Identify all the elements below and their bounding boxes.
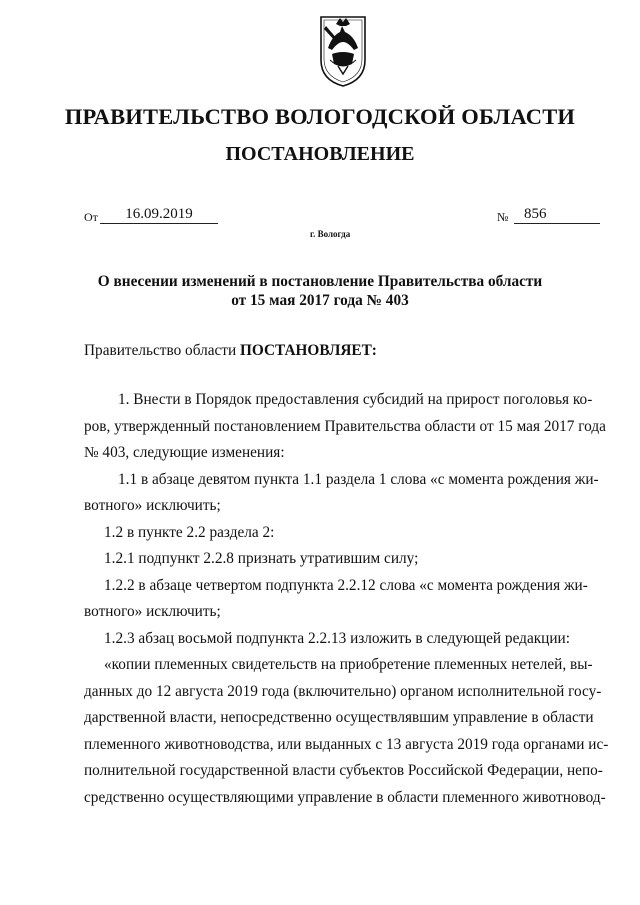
text-line: 1.2.3 абзац восьмой подпункта 2.2.13 изложить в следующей редакции:: [104, 629, 570, 647]
subject-line: О внесении изменений в постановление Правительства области: [97, 273, 543, 290]
text-line: 1.2 в пункте 2.2 раздела 2:: [104, 523, 275, 541]
text-line: данных до 12 августа 2019 года (включительно) органом исполнительной госу-: [84, 682, 602, 700]
subject-line: от 15 мая 2017 года № 403: [231, 292, 409, 309]
text-line: 1.2.2 в абзаце четвертом подпункта 2.2.12 слова «с момента рождения жи-: [104, 576, 588, 594]
paragraph: [84, 387, 604, 467]
paragraph: [84, 467, 604, 520]
text-line: ров, утвержденный постановлением Правительства области от 15 мая 2017 года: [84, 417, 606, 435]
government-title: ПРАВИТЕЛЬСТВО ВОЛОГОДСКОЙ ОБЛАСТИ: [64, 104, 576, 129]
document-body: [84, 387, 609, 811]
text-line: племенного животноводства, или выданных с 13 августа 2019 года органами ис-: [84, 735, 609, 753]
paragraph: [84, 520, 604, 547]
text-line: вотного» исключить;: [84, 497, 221, 514]
resolution-verb: ПОСТАНОВЛЯЕТ:: [240, 342, 377, 359]
paragraph: [84, 652, 609, 811]
number-label: №: [497, 210, 509, 224]
text-line: средственно осуществляющими управление в области племенного животновод-: [84, 788, 606, 806]
document-date: 16.09.2019: [100, 206, 218, 224]
document-subject: [0, 272, 640, 310]
resolution-statement: [84, 342, 377, 360]
coat-of-arms-icon: [318, 14, 368, 88]
text-line: вотного» исключить;: [84, 603, 221, 620]
text-line: полнительной государственной власти субъектов Российской Федерации, непо-: [84, 762, 603, 779]
text-line: «копии племенных свидетельств на приобретение племенных нетелей, вы-: [104, 656, 593, 673]
date-label: От: [84, 210, 98, 224]
resolution-prefix: Правительство области: [84, 342, 237, 359]
paragraph: [84, 546, 604, 573]
document-type: ПОСТАНОВЛЕНИЕ: [225, 143, 415, 165]
text-line: 1.1 в абзаце девятом пункта 1.1 раздела 1 слова «с момента рождения жи-: [118, 470, 599, 488]
text-line: № 403, следующие изменения:: [84, 444, 285, 461]
document-number: 856: [514, 206, 600, 224]
paragraph: [84, 573, 604, 626]
text-line: дарственной власти, непосредственно осуществлявшим управление в области: [84, 709, 594, 726]
text-line: 1. Внести в Порядок предоставления субсидий на прирост поголовья ко-: [118, 391, 593, 408]
city-name: г. Вологда: [310, 229, 351, 239]
paragraph: [84, 626, 604, 653]
text-line: 1.2.1 подпункт 2.2.8 признать утратившим силу;: [104, 550, 419, 567]
